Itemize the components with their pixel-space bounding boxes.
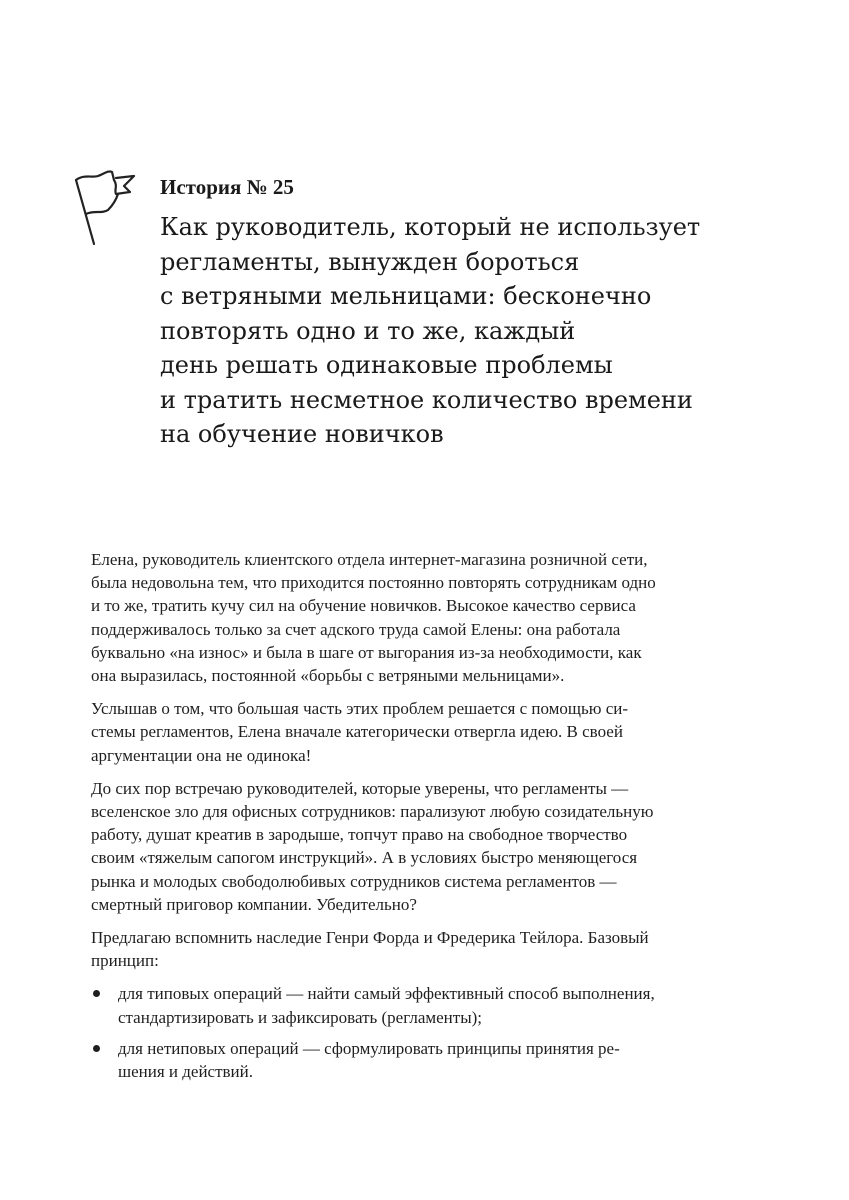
story-title bbox=[160, 210, 780, 452]
bullet-icon bbox=[93, 1045, 100, 1052]
flag-icon bbox=[74, 166, 138, 246]
text-line: Елена, руководитель клиентского отдела интернет-магазина розничной сети, bbox=[91, 550, 648, 569]
text-line: стемы регламентов, Елена вначале категорически отвергла идею. В своей bbox=[91, 722, 623, 742]
text-line: аргументации она не одинока! bbox=[91, 745, 312, 765]
title-line: с ветряными мельницами: бесконечно bbox=[160, 282, 652, 310]
text-line: для нетиповых операций — сформулировать принципы принятия ре- bbox=[118, 1038, 620, 1058]
text-line: принцип: bbox=[91, 951, 159, 971]
title-line: регламенты, вынужден бороться bbox=[160, 247, 580, 276]
paragraph-reglament-system bbox=[91, 697, 741, 767]
paragraph-ford-taylor bbox=[91, 926, 741, 972]
list-item bbox=[91, 1037, 741, 1083]
text-line: своим «тяжелым сапогом инструкций». А в условиях быстро меняющегося bbox=[91, 848, 638, 868]
text-line: До сих пор встречаю руководителей, которые уверены, что регламенты — bbox=[91, 778, 629, 798]
list-item bbox=[91, 982, 741, 1028]
title-line: повторять одно и то же, каждый bbox=[160, 316, 576, 345]
story-number: История № 25 bbox=[160, 175, 294, 199]
text-line: Предлагаю вспомнить наследие Генри Форда и Фредерика Тейлора. Базовый bbox=[91, 928, 649, 948]
body-text bbox=[91, 548, 741, 1091]
text-line: шения и действий. bbox=[118, 1062, 253, 1082]
text-line: стандартизировать и зафиксировать (регламенты); bbox=[118, 1007, 482, 1027]
text-line: работу, душат креатив в зародыше, топчут право на свободное творчество bbox=[91, 825, 628, 845]
text-line: и то же, тратить кучу сил на обучение новичков. Высокое качество сервиса bbox=[91, 596, 636, 616]
title-line: и тратить несметное количество времени bbox=[160, 385, 693, 414]
title-line: Как руководитель, который не использует bbox=[160, 213, 701, 241]
text-line: рынка и молодых свободолюбивых сотрудников система регламентов — bbox=[91, 871, 617, 891]
paragraph-elena bbox=[91, 548, 741, 687]
text-line: поддерживалось только за счет адского труда самой Елены: она работала bbox=[91, 619, 621, 639]
text-line: смертный приговор компании. Убедительно? bbox=[91, 894, 417, 914]
bullet-icon bbox=[93, 990, 100, 997]
principles-list bbox=[91, 982, 741, 1083]
title-line: на обучение новичков bbox=[160, 420, 444, 448]
title-line: день решать одинаковые проблемы bbox=[160, 351, 613, 379]
text-line: вселенское зло для офисных сотрудников: парализуют любую созидательную bbox=[91, 802, 654, 822]
text-line: была недовольна тем, что приходится постоянно повторять сотрудникам одно bbox=[91, 573, 656, 593]
text-line: буквально «на износ» и была в шаге от выгорания из-за необходимости, как bbox=[91, 642, 642, 662]
paragraph-managers-opinion bbox=[91, 777, 741, 916]
text-line: Услышав о том, что большая часть этих проблем решается с помощью си- bbox=[91, 699, 629, 719]
text-line: для типовых операций — найти самый эффективный способ выполнения, bbox=[118, 984, 655, 1004]
text-line: она выразилась, постоянной «борьбы с ветряными мельницами». bbox=[91, 666, 565, 686]
